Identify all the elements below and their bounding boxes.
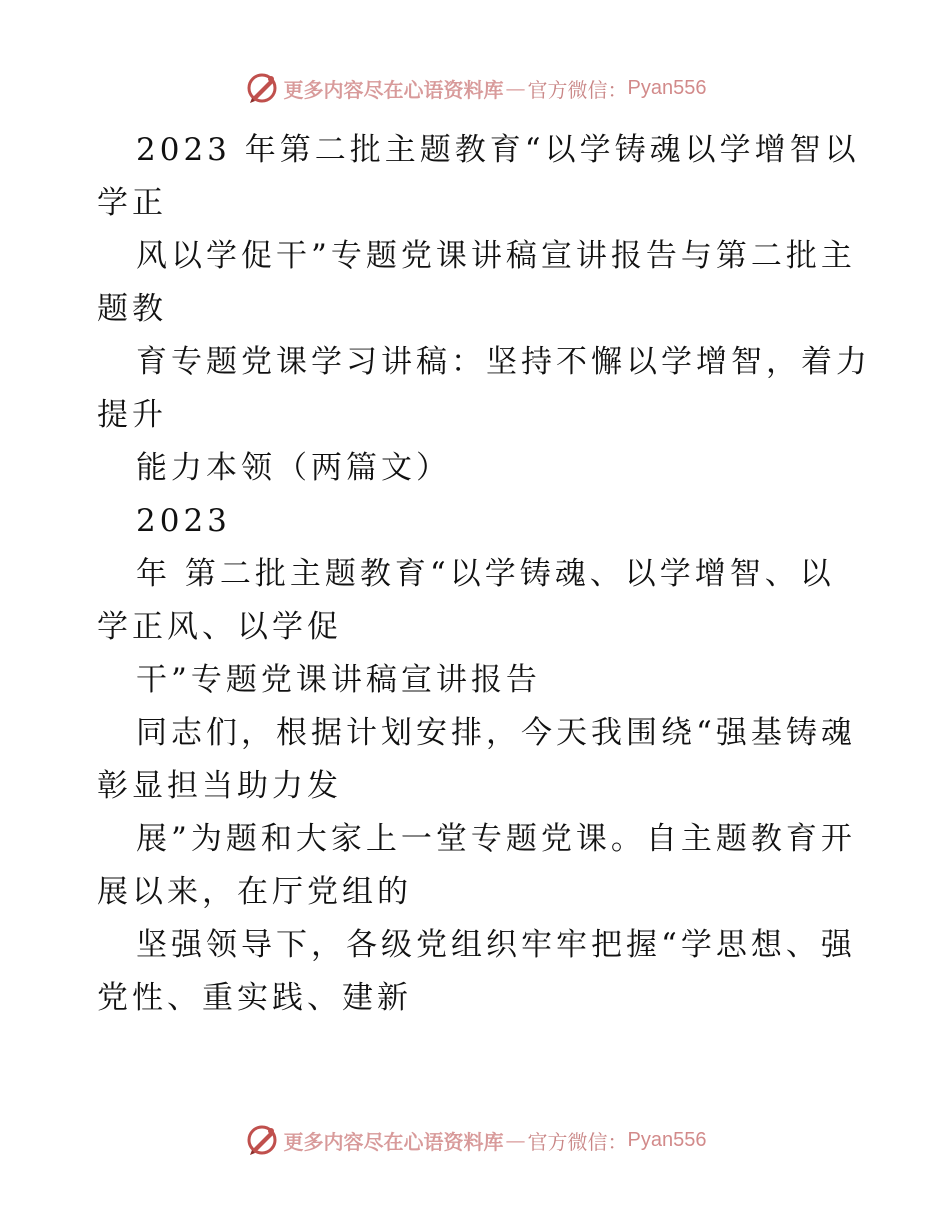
watermark-separator: — bbox=[505, 76, 526, 100]
text-line: 干”专题党课讲稿宣讲报告 bbox=[136, 662, 541, 698]
watermark-main-text: 更多内容尽在心语资料库 bbox=[283, 77, 504, 102]
footer-watermark bbox=[0, 1120, 950, 1160]
text-line: 2023 bbox=[136, 503, 231, 539]
pen-logo-icon bbox=[244, 1122, 280, 1158]
text-line: 同志们，根据计划安排，今天我围绕“强基铸魂 bbox=[136, 715, 856, 751]
document-body bbox=[97, 124, 871, 1025]
text-line: 展”为题和大家上一堂专题党课。自主题教育开 bbox=[136, 821, 856, 857]
text-line: 学正 bbox=[97, 185, 167, 221]
text-line: 彰显担当助力发 bbox=[97, 768, 342, 804]
watermark-main-text: 更多内容尽在心语资料库 bbox=[283, 1129, 504, 1154]
text-line: 2023 年第二批主题教育“以学铸魂以学增智以 bbox=[136, 132, 860, 168]
watermark-wechat-id: Pyan556 bbox=[627, 76, 707, 99]
header-watermark bbox=[0, 68, 950, 108]
watermark-sub-text: 官方微信： bbox=[527, 1129, 628, 1154]
watermark-sub-text: 官方微信： bbox=[527, 77, 628, 102]
text-line: 题教 bbox=[97, 291, 167, 327]
text-line: 能力本领（两篇文） bbox=[136, 450, 451, 486]
text-line: 提升 bbox=[97, 397, 167, 433]
text-line: 育专题党课学习讲稿：坚持不懈以学增智，着力 bbox=[136, 344, 871, 380]
watermark-wechat-id: Pyan556 bbox=[627, 1128, 707, 1151]
text-line: 坚强领导下，各级党组织牢牢把握“学思想、强 bbox=[136, 927, 856, 963]
text-line: 学正风、以学促 bbox=[97, 609, 342, 645]
watermark-separator: — bbox=[505, 1128, 526, 1152]
text-line: 风以学促干”专题党课讲稿宣讲报告与第二批主 bbox=[136, 238, 856, 274]
text-line: 年 第二批主题教育“以学铸魂、以学增智、以 bbox=[136, 556, 835, 592]
pen-logo-icon bbox=[244, 70, 280, 106]
text-line: 党性、重实践、建新 bbox=[97, 980, 412, 1016]
text-line: 展以来，在厅党组的 bbox=[97, 874, 412, 910]
